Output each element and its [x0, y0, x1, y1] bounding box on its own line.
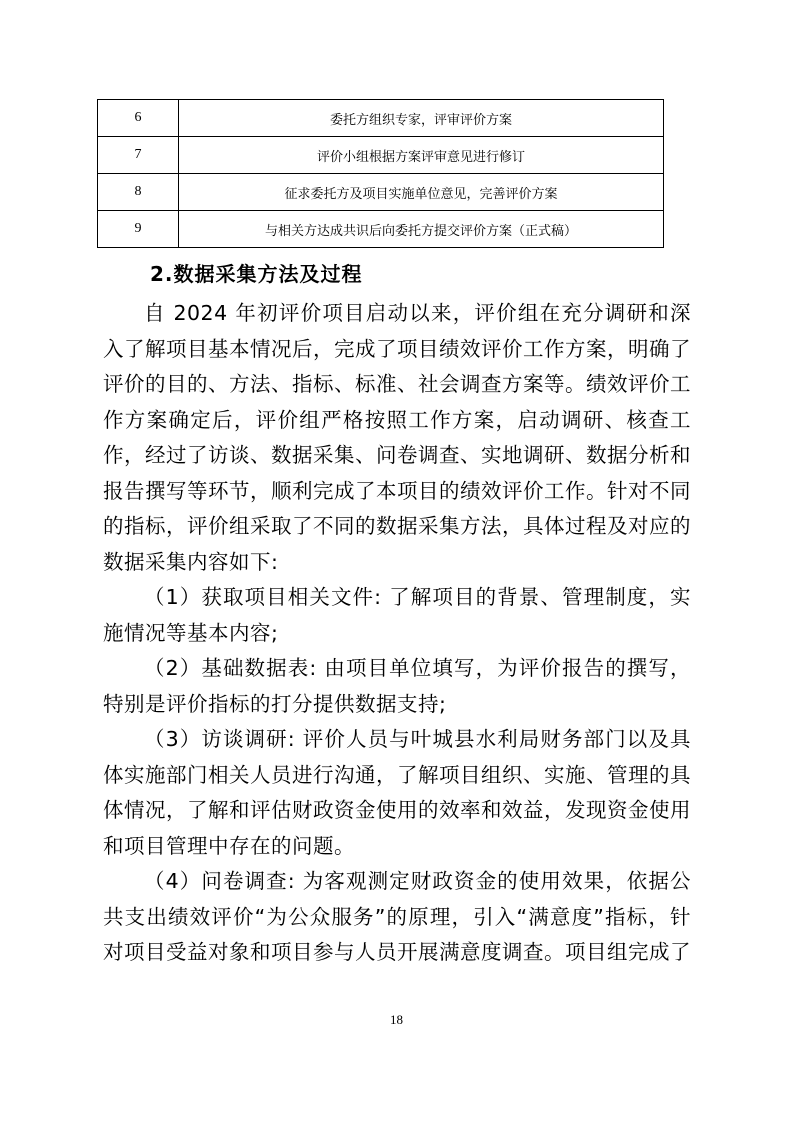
- section-heading: 2.数据采集方法及过程: [150, 262, 363, 286]
- workflow-steps-table: [97, 99, 664, 248]
- step-description: 评价小组根据方案评审意见进行修订: [179, 137, 664, 174]
- table-row: [98, 137, 664, 174]
- step-number: 8: [98, 174, 179, 211]
- step-number: 6: [98, 100, 179, 137]
- table-row: [98, 100, 664, 137]
- step-description: 委托方组织专家，评审评价方案: [179, 100, 664, 137]
- page-number: 18: [390, 1012, 403, 1027]
- table-row: [98, 211, 664, 248]
- step-number: 9: [98, 211, 179, 248]
- paragraph-item-4: （4）问卷调查: 为客观测定财政资金的使用效果，依据公共支出绩效评价“为公众服务”的原理，引入“满意度”指标，针对项目受益对象和项目参与人员开展满意度调查。项目组完成了: [103, 869, 691, 964]
- step-number: 7: [98, 137, 179, 174]
- paragraph-item-1: （1）获取项目相关文件: 了解项目的背景、管理制度，实施情况等基本内容;: [103, 585, 691, 645]
- paragraph-item-3: （3）访谈调研: 评价人员与叶城县水利局财务部门以及具体实施部门相关人员进行沟通，了解项目组织、实施、管理的具体情况，了解和评估财政资金使用的效率和效益，发现资金使用和项目管理中存在的问题。: [103, 727, 691, 858]
- table-row: [98, 174, 664, 211]
- body-text: [103, 296, 691, 971]
- step-description: 征求委托方及项目实施单位意见，完善评价方案: [179, 174, 664, 211]
- paragraph-intro: 自 2024 年初评价项目启动以来，评价组在充分调研和深入了解项目基本情况后，完成了项目绩效评价工作方案，明确了评价的目的、方法、指标、标准、社会调查方案等。绩效评价工作方案确定后，评价组严格按照工作方案，启动调研、核查工作，经过了访谈、数据采集、问卷调查、实地调研、数据分析和报告撰写等环节，顺利完成了本项目的绩效评价工作。针对不同的指标，评价组采取了不同的数据采集方法，具体过程及对应的数据采集内容如下:: [103, 301, 691, 574]
- step-description: 与相关方达成共识后向委托方提交评价方案（正式稿）: [179, 211, 664, 248]
- paragraph-item-2: （2）基础数据表: 由项目单位填写，为评价报告的撰写，特别是评价指标的打分提供数据支持;: [103, 656, 691, 716]
